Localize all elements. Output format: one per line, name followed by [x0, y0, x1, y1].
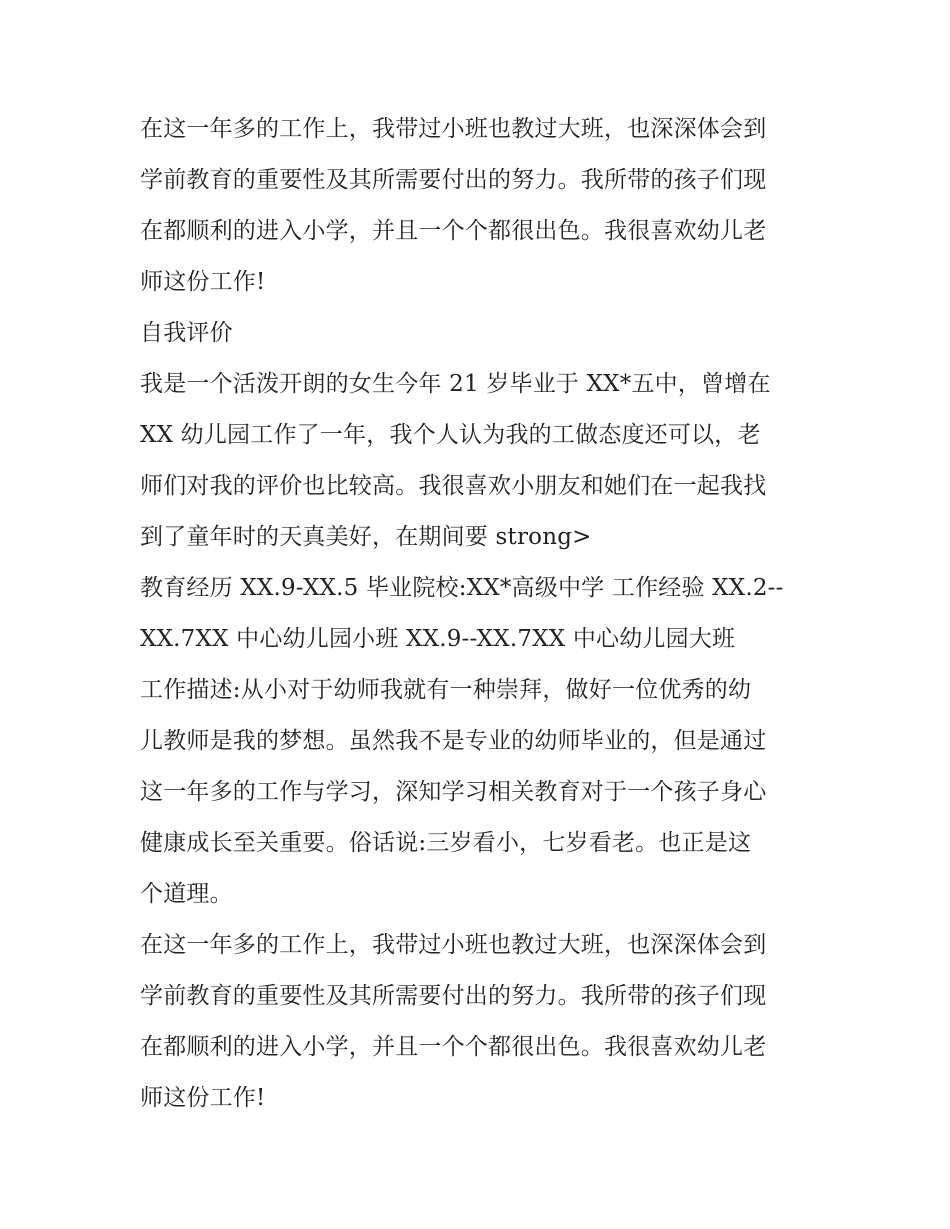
text-line: 健康成长至关重要。俗话说:三岁看小，七岁看老。也正是这: [140, 830, 752, 856]
text-line: 学前教育的重要性及其所需要付出的努力。我所带的孩子们现: [140, 983, 767, 1009]
text-line: 学前教育的重要性及其所需要付出的努力。我所带的孩子们现: [140, 167, 767, 193]
text-line: 我是一个活泼开朗的女生今年 21 岁毕业于 XX*五中，曾增在: [140, 371, 771, 397]
text-line: 儿教师是我的梦想。虽然我不是专业的幼师毕业的，但是通过: [140, 728, 767, 754]
text-line: 师们对我的评价也比较高。我很喜欢小朋友和她们在一起我找: [140, 473, 767, 499]
text-line: 师这份工作!: [140, 1085, 266, 1111]
text-line: XX.7XX 中心幼儿园小班 XX.9--XX.7XX 中心幼儿园大班: [140, 626, 736, 652]
document-body: [140, 104, 820, 1124]
text-line: 在都顺利的进入小学，并且一个个都很出色。我很喜欢幼儿老: [140, 1034, 767, 1060]
text-line: 工作描述:从小对于幼师我就有一种崇拜，做好一位优秀的幼: [140, 677, 752, 703]
text-line: 在都顺利的进入小学，并且一个个都很出色。我很喜欢幼儿老: [140, 218, 767, 244]
text-line: 到了童年时的天真美好，在期间要 strong>: [140, 524, 592, 550]
text-line: 教育经历 XX.9-XX.5 毕业院校:XX*高级中学 工作经验 XX.2--: [140, 575, 784, 601]
section-heading: 自我评价: [140, 320, 233, 346]
text-line: 这一年多的工作与学习，深知学习相关教育对于一个孩子身心: [140, 779, 767, 805]
text-line: 在这一年多的工作上，我带过小班也教过大班，也深深体会到: [140, 932, 767, 958]
text-line: XX 幼儿园工作了一年，我个人认为我的工做态度还可以，老: [140, 422, 761, 448]
text-line: 在这一年多的工作上，我带过小班也教过大班，也深深体会到: [140, 116, 767, 142]
text-line: 师这份工作!: [140, 269, 266, 295]
text-line: 个道理。: [140, 881, 233, 907]
